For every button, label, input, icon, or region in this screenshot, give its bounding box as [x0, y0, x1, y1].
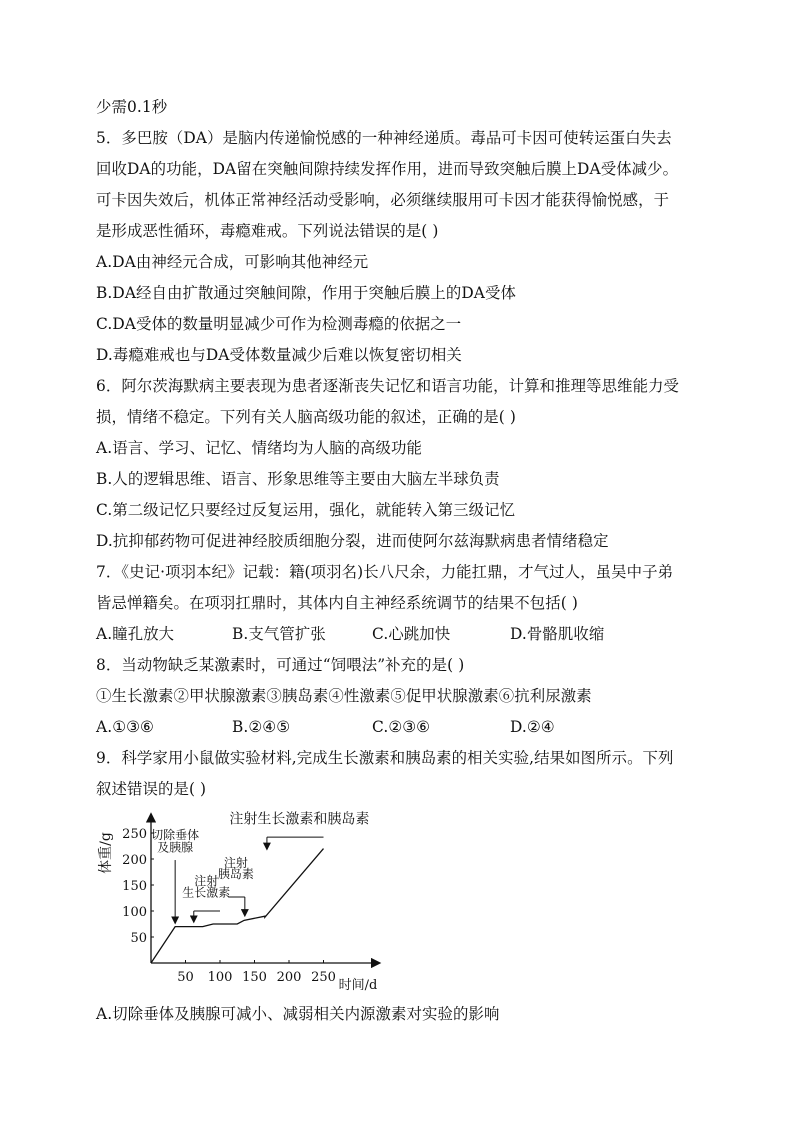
q7-option-d: D.骨骼肌收缩: [510, 625, 605, 643]
q7-stem-line1: 7．《史记·项羽本纪》记载：籍(项羽名)长八尺余，力能扛鼎，才气过人，虽吴中子弟: [96, 563, 674, 581]
q5-option-b: B.DA经自由扩散通过突触间隙，作用于突触后膜上的DA受体: [96, 284, 516, 302]
q7-option-c: C.心跳加快: [372, 625, 451, 643]
annotation-ins-line1: 注射: [223, 855, 248, 870]
q8-option-d: D.②④: [510, 718, 555, 736]
q6-stem-line2: 损，情绪不稳定。下列有关人脑高级功能的叙述，正确的是( ): [96, 408, 516, 426]
q7-stem-line2: 皆忌惮籍矣。在项羽扛鼎时，其体内自主神经系统调节的结果不包括( ): [96, 594, 578, 612]
q7-option-a: A.瞳孔放大: [96, 625, 175, 643]
weight-chart-svg: [96, 811, 396, 991]
y-tick-label: 250: [122, 827, 147, 842]
x-axis-label: 时间/d: [338, 978, 378, 991]
q8-stem: 8．当动物缺乏某激素时，可通过“饲喂法”补充的是( ): [96, 656, 465, 674]
y-tick-label: 50: [130, 931, 147, 946]
exam-page: [96, 92, 706, 1030]
q5-stem-line2: 回收DA的功能，DA留在突触间隙持续发挥作用，进而导致突触后膜上DA受体减少。: [96, 160, 679, 178]
annotation-gh-line2: 生长激素: [182, 885, 231, 900]
y-tick-label: 150: [122, 879, 147, 894]
q5-stem-line1: 5．多巴胺（DA）是脑内传递愉悦感的一种神经递质。毒品可卡因可使转运蛋白失去: [96, 129, 672, 147]
text-line: 少需0.1秒: [96, 98, 168, 116]
q6-option-d: D.抗抑郁药物可促进神经胶质细胞分裂，进而使阿尔兹海默病患者情绪稳定: [96, 532, 609, 550]
y-axis-label: 体重/g: [98, 832, 114, 874]
annotation-gh-line1: 注射: [194, 874, 219, 888]
q6-option-c: C.第二级记忆只要经过反复运用，强化，就能转入第三级记忆: [96, 501, 516, 519]
q5-stem-line4: 是形成恶性循环，毒瘾难戒。下列说法错误的是( ): [96, 222, 439, 240]
q9-option-a: A.切除垂体及胰腺可减小、减弱相关内源激素对实验的影响: [96, 1005, 500, 1023]
x-tick-label: 250: [311, 970, 336, 985]
q7-option-b: B.支气管扩张: [232, 625, 326, 643]
q8-items: ①生长激素②甲状腺激素③胰岛素④性激素⑤促甲状腺激素⑥抗利尿激素: [96, 687, 592, 705]
annotation-cut-line1: 切除垂体: [151, 828, 200, 843]
y-tick-label: 200: [122, 853, 147, 868]
x-tick-label: 50: [177, 970, 194, 985]
q6-option-a: A.语言、学习、记忆、情绪均为人脑的高级功能: [96, 439, 423, 457]
x-tick-label: 100: [207, 970, 233, 985]
y-tick-label: 100: [122, 905, 147, 920]
q5-option-a: A.DA由神经元合成，可影响其他神经元: [96, 253, 369, 271]
q9-stem-line1: 9．科学家用小鼠做实验材料,完成生长激素和胰岛素的相关实验,结果如图所示。下列: [96, 749, 674, 767]
q8-option-c: C.②③⑥: [372, 718, 431, 736]
annotation-ins-line2: 胰岛素: [217, 867, 254, 882]
q9-stem-line2: 叙述错误的是( ): [96, 780, 207, 798]
q5-option-c: C.DA受体的数量明显减少可作为检测毒瘾的依据之一: [96, 315, 462, 333]
annotation-both: 注射生长激素和胰岛素: [229, 811, 370, 828]
x-tick-label: 150: [242, 970, 267, 985]
q8-option-a: A.①③⑥: [96, 718, 154, 736]
q6-stem-line1: 6．阿尔茨海默病主要表现为患者逐渐丧失记忆和语言功能，计算和推理等思维能力受: [96, 377, 680, 395]
q6-option-b: B.人的逻辑思维、语言、形象思维等主要由大脑左半球负责: [96, 470, 500, 488]
weight-chart: [96, 811, 706, 999]
annotation-cut-line2: 及胰腺: [157, 840, 194, 855]
q5-stem-line3: 可卡因失效后，机体正常神经活动受影响，必须继续服用可卡因才能获得愉悦感，于: [96, 191, 670, 209]
q5-option-d: D.毒瘾难戒也与DA受体数量减少后难以恢复密切相关: [96, 346, 462, 364]
x-tick-label: 200: [276, 970, 302, 985]
q8-options: [96, 712, 706, 743]
q7-options: [96, 619, 706, 650]
q8-option-b: B.②④⑤: [232, 718, 291, 736]
